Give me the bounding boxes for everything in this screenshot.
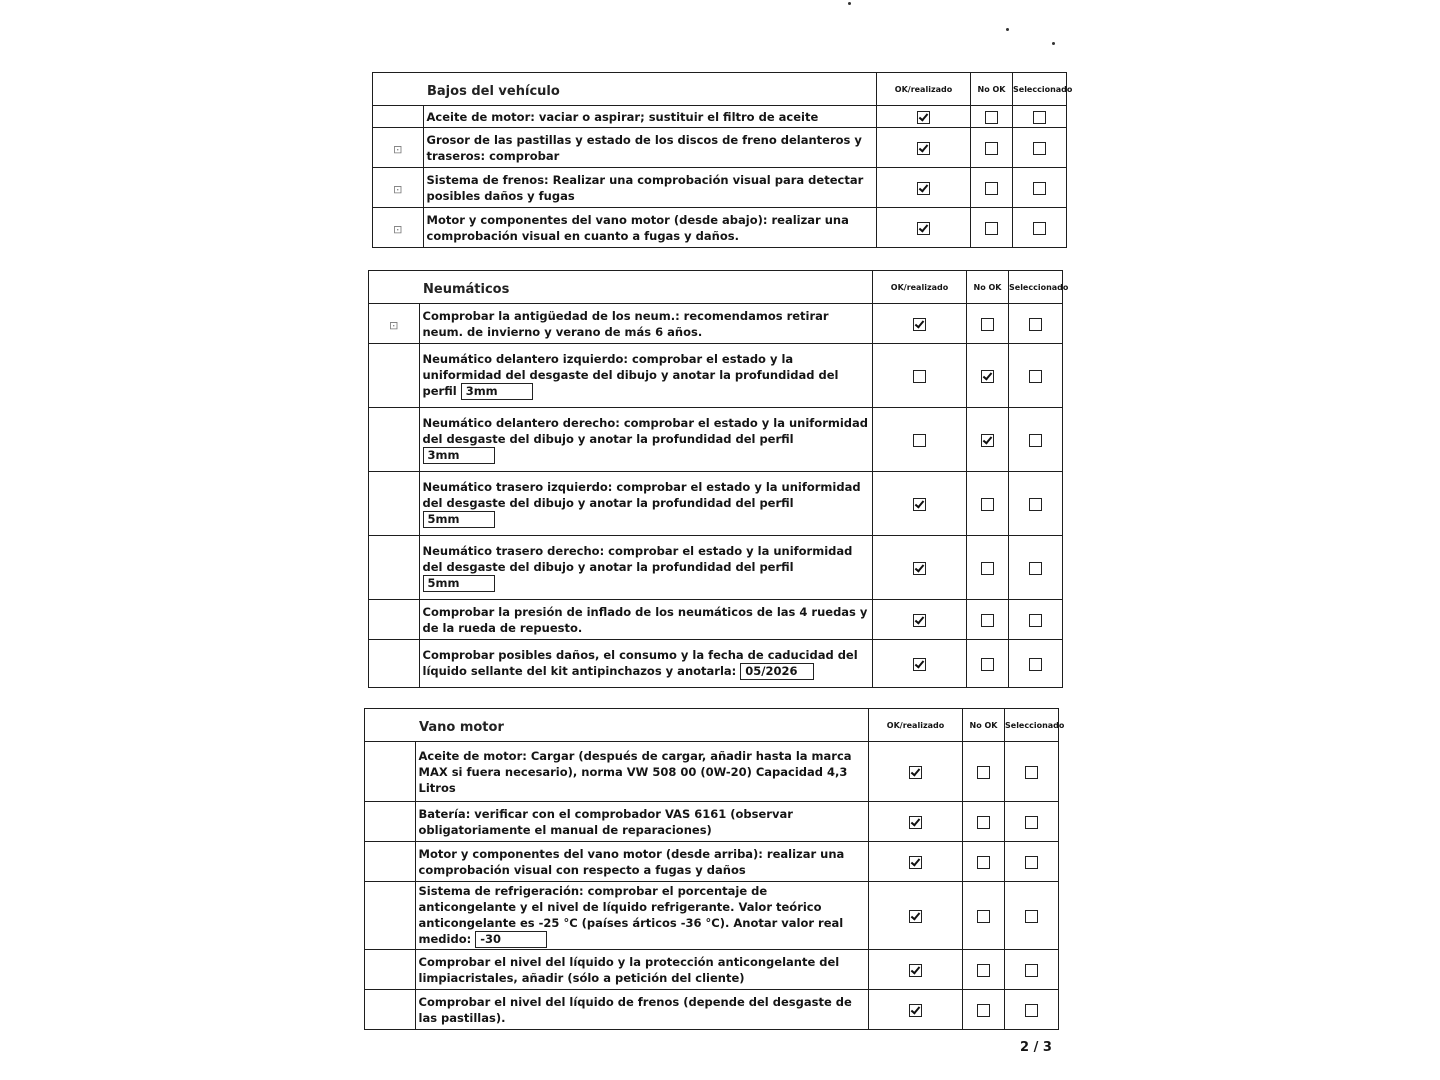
ok-checkbox[interactable] <box>917 182 930 195</box>
not-ok-checkbox[interactable] <box>985 222 998 235</box>
section-title: Bajos del vehículo <box>427 83 560 99</box>
selected-checkbox[interactable] <box>1025 964 1038 977</box>
not-ok-checkbox[interactable] <box>981 498 994 511</box>
tread-depth-input[interactable]: 5mm <box>423 511 495 528</box>
col-header-ok: OK/realizado <box>890 282 949 292</box>
ok-checkbox[interactable] <box>913 318 926 331</box>
item-description: Neumático trasero izquierdo: comprobar el estado y la uniformidad del desgaste del dibujo y anotar la profundidad del perfil <box>422 480 861 510</box>
section-header <box>369 271 1063 304</box>
not-ok-checkbox[interactable] <box>981 318 994 331</box>
ok-checkbox[interactable] <box>917 222 930 235</box>
not-ok-checkbox[interactable] <box>981 658 994 671</box>
document-icon: ⊡ <box>393 143 403 156</box>
table-row <box>373 168 1067 208</box>
table-row <box>373 106 1067 128</box>
document-icon: ⊡ <box>389 319 399 332</box>
page-number: 2 / 3 <box>1020 1040 1052 1055</box>
not-ok-checkbox[interactable] <box>981 614 994 627</box>
document-icon: ⊡ <box>393 223 403 236</box>
selected-checkbox[interactable] <box>1033 142 1046 155</box>
table-row <box>365 742 1059 802</box>
col-header-ok: OK/realizado <box>886 720 945 730</box>
selected-checkbox[interactable] <box>1029 370 1042 383</box>
table-row <box>365 802 1059 842</box>
ok-checkbox[interactable] <box>909 816 922 829</box>
table-row <box>365 842 1059 882</box>
section-vano-motor <box>364 708 1065 1030</box>
tread-depth-input[interactable]: 3mm <box>423 447 495 464</box>
table-row <box>369 472 1063 536</box>
ok-checkbox[interactable] <box>909 964 922 977</box>
selected-checkbox[interactable] <box>1025 1004 1038 1017</box>
not-ok-checkbox[interactable] <box>981 434 994 447</box>
item-description: Comprobar el nivel del líquido y la protección anticongelante del limpiacristales, añadir (sólo a petición del cliente) <box>418 954 840 985</box>
tread-depth-input[interactable]: 3mm <box>461 383 533 400</box>
item-description: Comprobar la presión de inflado de los neumáticos de las 4 ruedas y de la rueda de repuesto. <box>422 604 868 635</box>
selected-checkbox[interactable] <box>1029 318 1042 331</box>
document-icon: ⊡ <box>393 183 403 196</box>
col-header-selected: Seleccionado <box>1009 282 1069 292</box>
table-row <box>365 950 1059 990</box>
item-description: Motor y componentes del vano motor (desde arriba): realizar una comprobación visual con respecto a fugas y daños <box>418 846 845 877</box>
selected-checkbox[interactable] <box>1033 111 1046 124</box>
col-header-selected: Seleccionado <box>1013 84 1073 94</box>
item-description: Aceite de motor: vaciar o aspirar; sustituir el filtro de aceite <box>426 109 819 124</box>
table-row <box>365 882 1059 950</box>
table-row <box>369 600 1063 640</box>
selected-checkbox[interactable] <box>1025 816 1038 829</box>
table-row <box>365 990 1059 1030</box>
table-row <box>369 536 1063 600</box>
not-ok-checkbox[interactable] <box>985 111 998 124</box>
col-header-ok: OK/realizado <box>894 84 953 94</box>
selected-checkbox[interactable] <box>1029 658 1042 671</box>
item-description: Sistema de refrigeración: comprobar el porcentaje de anticongelante y el nivel de líquido refrigerante. Valor teórico anticongelante es -25 °C (países árticos -36 °C). Anotar valor real medido: <box>418 884 844 946</box>
selected-checkbox[interactable] <box>1029 614 1042 627</box>
col-header-nok: No OK <box>969 720 998 730</box>
ok-checkbox[interactable] <box>917 111 930 124</box>
not-ok-checkbox[interactable] <box>977 964 990 977</box>
item-description: Comprobar posibles daños, el consumo y la fecha de caducidad del líquido sellante del kit antipinchazos y anotarla: <box>422 648 858 678</box>
item-description: Neumático delantero derecho: comprobar el estado y la uniformidad del desgaste del dibujo y anotar la profundidad del perfil <box>422 416 869 446</box>
item-description: Neumático delantero izquierdo: comprobar el estado y la uniformidad del desgaste del dibujo y anotar la profundidad del perfil <box>422 352 839 398</box>
section-title: Neumáticos <box>423 281 510 297</box>
table-row <box>369 640 1063 688</box>
table-row <box>369 344 1063 408</box>
ok-checkbox[interactable] <box>913 434 926 447</box>
scan-speck <box>1052 42 1055 45</box>
col-header-selected: Seleccionado <box>1005 720 1065 730</box>
ok-checkbox[interactable] <box>913 370 926 383</box>
item-description: Motor y componentes del vano motor (desde abajo): realizar una comprobación visual en cuanto a fugas y daños. <box>426 212 849 243</box>
col-header-nok: No OK <box>977 84 1006 94</box>
section-header <box>373 73 1067 106</box>
tread-depth-input[interactable]: 5mm <box>423 575 495 592</box>
selected-checkbox[interactable] <box>1025 910 1038 923</box>
table-row <box>369 408 1063 472</box>
item-description: Comprobar el nivel del líquido de frenos (depende del desgaste de las pastillas). <box>418 994 852 1025</box>
ok-checkbox[interactable] <box>913 562 926 575</box>
selected-checkbox[interactable] <box>1033 222 1046 235</box>
scan-speck <box>848 2 851 5</box>
selected-checkbox[interactable] <box>1025 766 1038 779</box>
not-ok-checkbox[interactable] <box>981 562 994 575</box>
section-neumaticos <box>368 270 1069 688</box>
ok-checkbox[interactable] <box>909 910 922 923</box>
item-description: Sistema de frenos: Realizar una comprobación visual para detectar posibles daños y fugas <box>426 172 864 203</box>
selected-checkbox[interactable] <box>1029 498 1042 511</box>
not-ok-checkbox[interactable] <box>977 910 990 923</box>
expiry-date-input[interactable]: 05/2026 <box>740 663 814 680</box>
section-title: Vano motor <box>419 719 504 735</box>
selected-checkbox[interactable] <box>1029 434 1042 447</box>
item-description: Neumático trasero derecho: comprobar el estado y la uniformidad del desgaste del dibujo y anotar la profundidad del perfil <box>422 544 853 574</box>
ok-checkbox[interactable] <box>913 614 926 627</box>
selected-checkbox[interactable] <box>1025 856 1038 869</box>
ok-checkbox[interactable] <box>909 1004 922 1017</box>
ok-checkbox[interactable] <box>909 766 922 779</box>
table-row <box>369 304 1063 344</box>
item-description: Aceite de motor: Cargar (después de cargar, añadir hasta la marca MAX si fuera necesario), norma VW 508 00 (0W-20) Capacidad 4,3 Litros <box>418 748 852 795</box>
antifreeze-value-input[interactable]: -30 <box>475 931 547 948</box>
ok-checkbox[interactable] <box>913 658 926 671</box>
ok-checkbox[interactable] <box>913 498 926 511</box>
not-ok-checkbox[interactable] <box>977 1004 990 1017</box>
scan-speck <box>1006 28 1009 31</box>
item-description: Comprobar la antigüedad de los neum.: recomendamos retirar neum. de invierno y verano de más 6 años. <box>422 308 829 339</box>
item-description: Grosor de las pastillas y estado de los discos de freno delanteros y traseros: comprobar <box>426 132 862 163</box>
not-ok-checkbox[interactable] <box>985 142 998 155</box>
ok-checkbox[interactable] <box>909 856 922 869</box>
not-ok-checkbox[interactable] <box>981 370 994 383</box>
table-row <box>373 128 1067 168</box>
not-ok-checkbox[interactable] <box>985 182 998 195</box>
table-row <box>373 208 1067 248</box>
ok-checkbox[interactable] <box>917 142 930 155</box>
not-ok-checkbox[interactable] <box>977 816 990 829</box>
selected-checkbox[interactable] <box>1033 182 1046 195</box>
col-header-nok: No OK <box>973 282 1002 292</box>
not-ok-checkbox[interactable] <box>977 766 990 779</box>
item-description: Batería: verificar con el comprobador VAS 6161 (observar obligatoriamente el manual de reparaciones) <box>418 806 793 837</box>
not-ok-checkbox[interactable] <box>977 856 990 869</box>
section-header <box>365 709 1059 742</box>
section-bajos-vehiculo <box>372 72 1073 248</box>
selected-checkbox[interactable] <box>1029 562 1042 575</box>
